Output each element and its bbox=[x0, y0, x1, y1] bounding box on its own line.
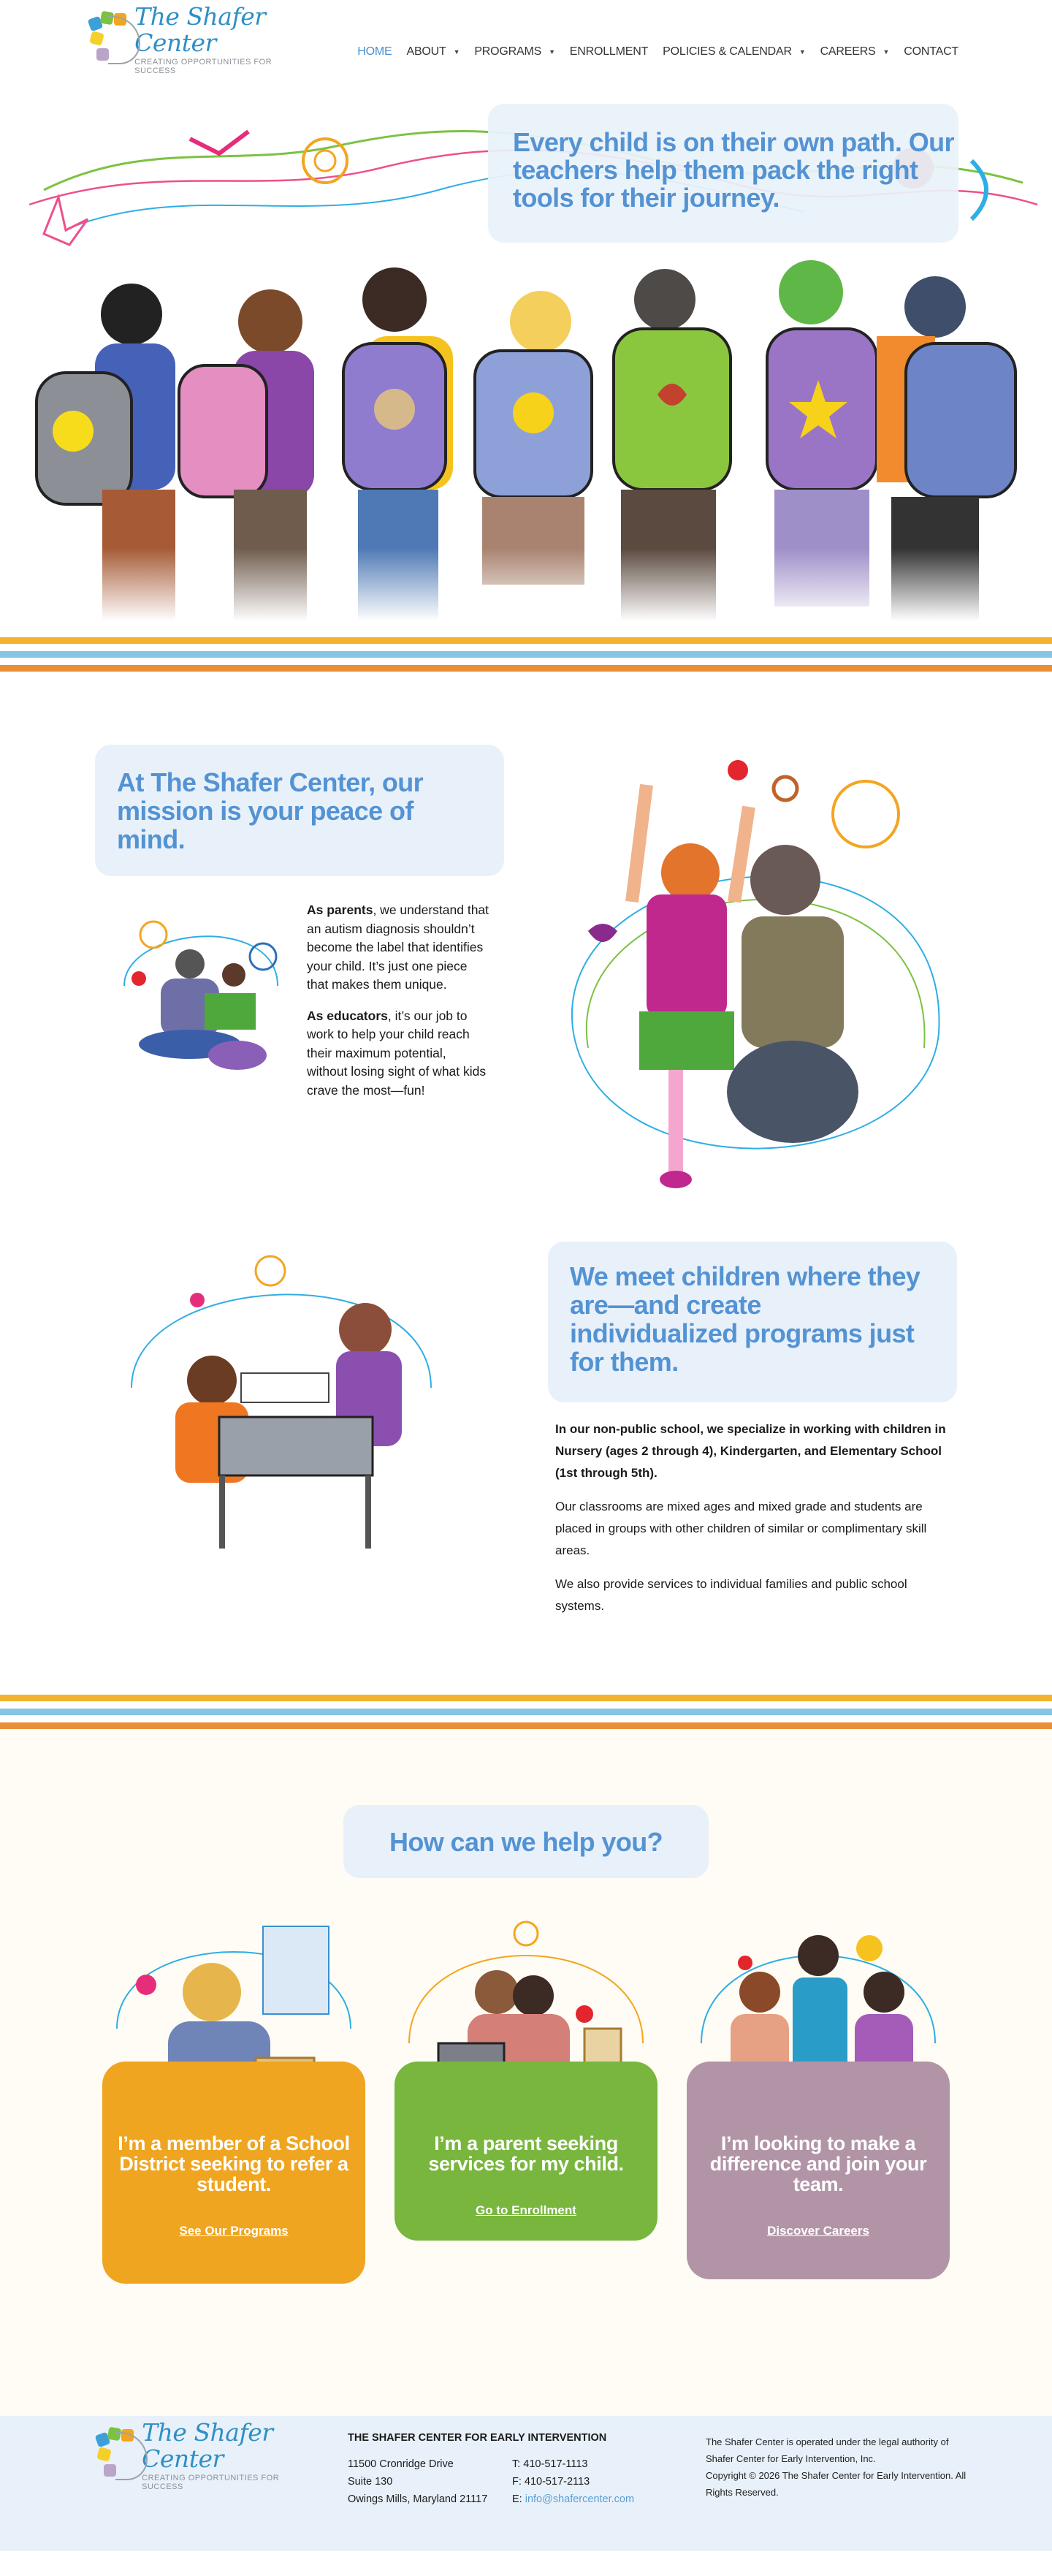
mother-son-reading-illustration bbox=[110, 898, 292, 1074]
boy-teacher-desk-illustration bbox=[117, 1242, 446, 1563]
programs-paragraph-3: We also provide services to individual families and public school systems. bbox=[555, 1577, 907, 1613]
programs-body bbox=[555, 1418, 950, 1629]
footer-contact bbox=[348, 2432, 658, 2507]
help-heading-card bbox=[343, 1805, 709, 1878]
help-heading: How can we help you? bbox=[389, 1826, 663, 1857]
mission-heading: At The Shafer Center, our mission is your peace of mind. bbox=[117, 767, 424, 854]
copyright-notice: Copyright © 2026 The Shafer Center for Early Intervention. All Rights Reserved. bbox=[706, 2470, 967, 2498]
email-link[interactable]: info@shafercenter.com bbox=[525, 2493, 635, 2505]
site-footer bbox=[0, 2416, 1052, 2551]
chevron-down-icon: ▼ bbox=[549, 48, 555, 56]
help-card-careers bbox=[687, 1912, 950, 2279]
nav-home[interactable]: HOME bbox=[357, 45, 392, 58]
footer-logo-tagline: CREATING OPPORTUNITIES FOR SUCCESS bbox=[142, 2474, 280, 2491]
help-section bbox=[0, 1729, 1052, 2416]
chevron-down-icon: ▼ bbox=[798, 48, 806, 56]
help-card-school-district bbox=[102, 1912, 365, 2284]
logo-title: The Shafer Center bbox=[134, 2, 266, 57]
nav-programs[interactable]: PROGRAMS ▼ bbox=[474, 45, 555, 58]
address-line-2: Suite 130 bbox=[348, 2476, 393, 2488]
nav-contact[interactable]: CONTACT bbox=[904, 45, 958, 58]
school-district-card-title: I’m a member of a School District seeking to refer a student. bbox=[118, 2132, 350, 2195]
footer-legal bbox=[706, 2433, 969, 2501]
phone-number: T: 410-517-1113 bbox=[512, 2458, 588, 2470]
parent-card-title: I’m a parent seeking services for my child. bbox=[428, 2132, 624, 2175]
discover-careers-link[interactable]: Discover Careers bbox=[767, 2224, 869, 2238]
nav-enrollment[interactable]: ENROLLMENT bbox=[569, 45, 649, 58]
programs-paragraph-1: In our non-public school, we specialize in working with children in Nursery (ages 2 through 4), Kindergarten, and Elementary School (1st through 5th). bbox=[555, 1422, 946, 1480]
see-our-programs-link[interactable]: See Our Programs bbox=[179, 2224, 289, 2238]
address-line-3: Owings Mills, Maryland 21117 bbox=[348, 2493, 488, 2505]
hero-headline-card bbox=[488, 104, 958, 243]
programs-heading: We meet children where they are—and create individualized programs just for them. bbox=[570, 1261, 920, 1377]
nav-careers[interactable]: CAREERS ▼ bbox=[820, 45, 890, 58]
stripe-divider-bottom bbox=[0, 1695, 1052, 1729]
chevron-down-icon: ▼ bbox=[883, 48, 890, 56]
school-district-card bbox=[102, 2062, 365, 2284]
footer-logo-title: The Shafer Center bbox=[142, 2418, 273, 2473]
nav-about[interactable]: ABOUT ▼ bbox=[406, 45, 460, 58]
mission-section bbox=[0, 672, 1052, 1695]
programs-heading-card bbox=[548, 1242, 957, 1402]
hero-section bbox=[0, 0, 1052, 636]
parents-text: , we understand that an autism diagnosis shouldn’t become the label that identifies your child. It’s just one piece that makes them unique. bbox=[307, 903, 489, 992]
footer-logo[interactable] bbox=[94, 2418, 313, 2491]
educators-lead: As educators bbox=[307, 1008, 388, 1023]
programs-paragraph-2: Our classrooms are mixed ages and mixed grade and students are placed in groups with other children of similar or complimentary skill areas. bbox=[555, 1500, 927, 1557]
chevron-down-icon: ▼ bbox=[453, 48, 460, 56]
parent-card bbox=[394, 2062, 658, 2241]
logo-tagline: CREATING OPPORTUNITIES FOR SUCCESS bbox=[134, 58, 272, 75]
parents-lead: As parents bbox=[307, 903, 373, 917]
girl-teacher-celebrating-illustration bbox=[544, 741, 961, 1194]
educators-text: , it’s our job to work to help your child reach their maximum potential, without losing sight of what kids crave the most—fun! bbox=[307, 1008, 487, 1098]
help-card-parent bbox=[394, 1912, 658, 2241]
mission-body bbox=[307, 901, 489, 1112]
puzzle-head-logo-icon bbox=[94, 2426, 139, 2485]
careers-card bbox=[687, 2062, 950, 2279]
address-line-1: 11500 Cronridge Drive bbox=[348, 2458, 454, 2470]
hero-headline: Every child is on their own path. Our teachers help them pack the right tools for their journey. bbox=[513, 127, 954, 213]
footer-org-name: THE SHAFER CENTER FOR EARLY INTERVENTION bbox=[348, 2432, 607, 2444]
go-to-enrollment-link[interactable]: Go to Enrollment bbox=[476, 2203, 576, 2217]
mission-heading-card bbox=[95, 745, 504, 876]
careers-card-title: I’m looking to make a difference and join your team. bbox=[709, 2132, 927, 2195]
fax-number: F: 410-517-2113 bbox=[512, 2476, 590, 2488]
stripe-divider-top bbox=[0, 637, 1052, 672]
nav-policies-calendar[interactable]: POLICIES & CALENDAR ▼ bbox=[663, 45, 806, 58]
legal-notice: The Shafer Center is operated under the legal authority of Shafer Center for Early Intervention, Inc. bbox=[706, 2436, 949, 2464]
email-row: E: info@shafercenter.com bbox=[512, 2493, 635, 2505]
